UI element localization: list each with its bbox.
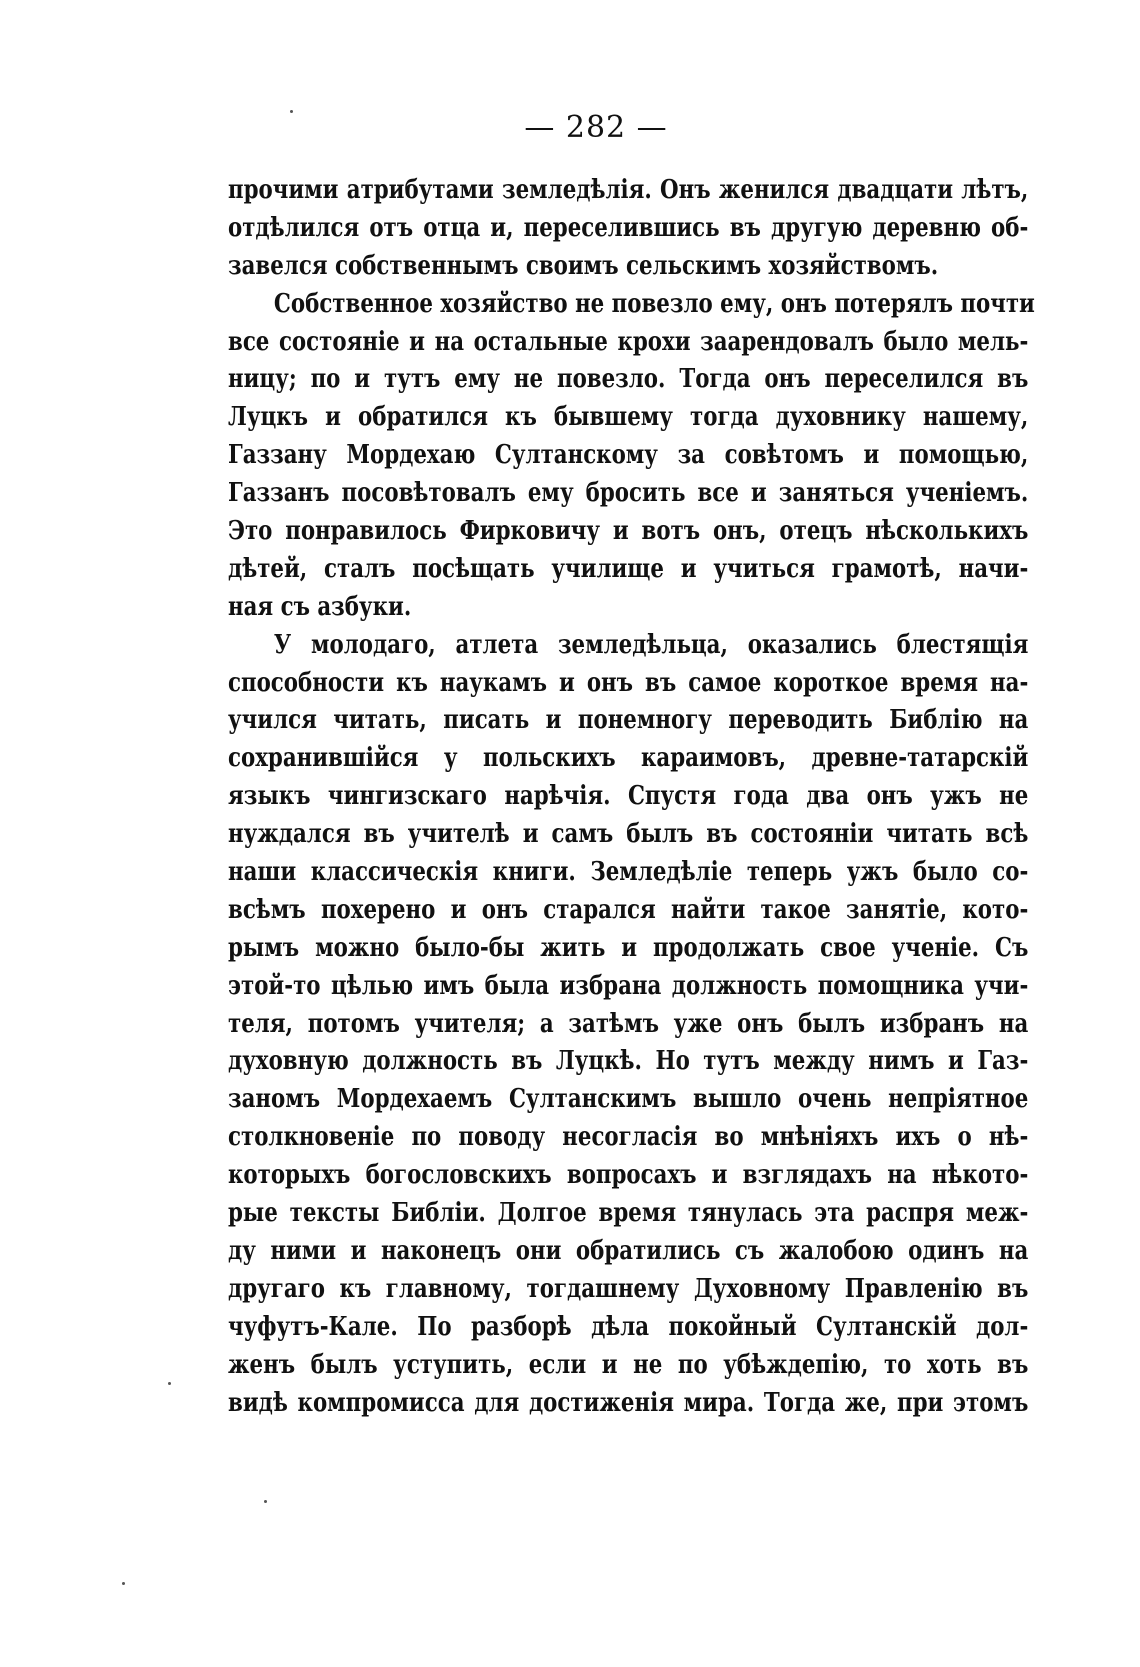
page-number: — 282 — bbox=[524, 110, 668, 145]
paper-speck bbox=[264, 1500, 267, 1503]
text-line: чуфутъ-Кале. По разборѣ дѣла покойный Султанскій дол- bbox=[228, 1311, 1029, 1342]
paper-speck bbox=[290, 110, 293, 113]
text-line: Газзанъ посовѣтовалъ ему бросить все и заняться ученіемъ. bbox=[228, 478, 1029, 509]
text-line: Газзану Мордехаю Султанскому за совѣтомъ и помощью, bbox=[228, 440, 1029, 471]
text-line: сохранившійся у польскихъ караимовъ, древне-татарскій bbox=[228, 743, 1029, 774]
text-line: ду ними и наконецъ они обратились съ жалобою одинъ на bbox=[228, 1235, 1029, 1266]
paper-speck bbox=[122, 1582, 125, 1585]
text-line: дѣтей, сталъ посѣщать училище и учиться грамотѣ, начи- bbox=[228, 553, 1029, 584]
text-line: способности къ наукамъ и онъ въ самое короткое время на- bbox=[228, 667, 1029, 698]
text-line: рымъ можно было-бы жить и продолжать свое ученіе. Съ bbox=[228, 932, 1029, 963]
text-line: завелся собственнымъ своимъ сельскимъ хозяйствомъ. bbox=[228, 250, 939, 281]
text-line: Луцкъ и обратился къ бывшему тогда духовнику нашему, bbox=[228, 402, 1029, 433]
text-line: заномъ Мордехаемъ Султанскимъ вышло очень непріятное bbox=[228, 1084, 1029, 1115]
text-line: У молодаго, атлета земледѣльца, оказались блестящія bbox=[273, 629, 1029, 660]
text-line: ная съ азбуки. bbox=[228, 591, 412, 622]
paper-speck bbox=[168, 1382, 171, 1385]
body-text bbox=[228, 172, 1035, 1422]
text-line: столкновеніе по поводу несогласія во мнѣніяхъ ихъ о нѣ- bbox=[228, 1122, 1029, 1153]
text-line: духовную должность въ Луцкѣ. Но тутъ между нимъ и Газ- bbox=[228, 1046, 1029, 1077]
text-line: Это понравилось Фирковичу и вотъ онъ, отецъ нѣсколькихъ bbox=[228, 516, 1029, 547]
text-line: все состояніе и на остальные крохи заарендовалъ было мель- bbox=[228, 326, 1029, 357]
text-line: этой-то цѣлью имъ была избрана должность помощника учи- bbox=[228, 970, 1029, 1001]
text-line: Собственное хозяйство не повезло ему, онъ потерялъ почти bbox=[273, 288, 1035, 319]
text-line: рые тексты Библіи. Долгое время тянулась эта распря меж- bbox=[228, 1198, 1029, 1229]
text-line: языкъ чингизскаго нарѣчія. Спустя года два онъ ужъ не bbox=[228, 781, 1029, 812]
text-line: ницу; по и тутъ ему не повезло. Тогда онъ переселился въ bbox=[228, 364, 1029, 395]
text-line: теля, потомъ учителя; а затѣмъ уже онъ былъ избранъ на bbox=[228, 1008, 1029, 1039]
text-line: нуждался въ учителѣ и самъ былъ въ состояніи читать всѣ bbox=[228, 819, 1029, 850]
text-line: учился читать, писать и понемногу переводить Библію на bbox=[228, 705, 1029, 736]
text-line: всѣмъ похерено и онъ старался найти такое занятіе, кото- bbox=[228, 894, 1029, 925]
text-line: которыхъ богословскихъ вопросахъ и взглядахъ на нѣкото- bbox=[228, 1160, 1029, 1191]
text-line: отдѣлился отъ отца и, переселившись въ другую деревню об- bbox=[228, 212, 1029, 243]
text-line: женъ былъ уступить, если и не по убѣждепію, то хоть въ bbox=[228, 1349, 1029, 1380]
text-line: наши классическія книги. Земледѣліе теперь ужъ было со- bbox=[228, 857, 1029, 888]
text-line: другаго къ главному, тогдашнему Духовному Правленію въ bbox=[228, 1273, 1029, 1304]
text-line: прочими атрибутами земледѣлія. Онъ женился двадцати лѣтъ, bbox=[228, 175, 1029, 205]
text-line: видѣ компромисса для достиженія мира. Тогда же, при этомъ bbox=[228, 1387, 1029, 1418]
